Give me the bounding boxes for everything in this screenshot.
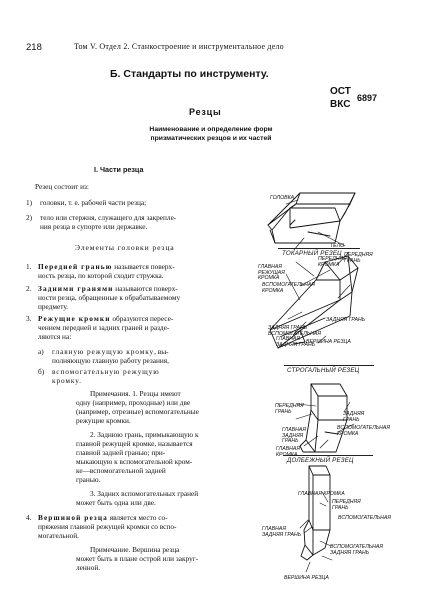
lathe-label-tip: ВЕРШИНА РЕЗЦА	[306, 339, 351, 345]
subitem-a-term: главную режущую кромку	[52, 347, 155, 356]
planer-label-front-face: ПЕРЕДНЯЯ ГРАНЬ	[275, 403, 304, 415]
slotting-label-main-rear-face: ГЛАВНАЯ ЗАДНЯЯ ГРАНЬ	[262, 526, 302, 538]
item-3-line-3: ляются на:	[38, 332, 72, 341]
item-2-line-3: предмету.	[38, 302, 69, 311]
list1-line-2b: ния резца в супорте или державке.	[40, 222, 148, 231]
subitem-b-num: б)	[38, 367, 45, 376]
list1-num-2: 2)	[26, 213, 33, 222]
lathe-label-aux-rear-face: ЗАДНЯЯ ГРАНЬ ВСПОМОГАТЕЛЬНАЯ	[268, 325, 321, 337]
item-4-line-2: пряжения главной режущей кромки со вспо-	[38, 522, 177, 531]
slotting-caption: ДОЛБЕЖНЫЙ РЕЗЕЦ	[287, 457, 354, 464]
lathe-label-rear-face: ЗАДНЯЯ ГРАНЬ	[326, 317, 366, 323]
note-2-line-3: главной задней гранью; при-	[76, 448, 166, 457]
note-3-line-1: 3. Задних вспомогательных граней	[90, 489, 199, 498]
item-1-num: 1.	[26, 262, 32, 271]
subitem-a-line-2: полняющую главную работу резания,	[52, 356, 169, 365]
item-3-num: 3.	[26, 314, 32, 323]
standard-code-top: ОСТ	[330, 86, 351, 97]
note-2-line-6: гранью.	[76, 475, 101, 484]
item-2-line-2: ности резца, обращенные к обрабатываемому	[38, 293, 181, 302]
note-2-line-4: мыкающую к вспомогательной кром-	[76, 457, 193, 466]
slotting-label-tip: ВЕРШИНА РЕЗЦА	[284, 575, 329, 581]
item-2-term: Задними гранями	[38, 284, 114, 293]
note-3-line-2: может быть одна или две.	[76, 498, 156, 507]
note-1-line-3: (например, отрезные) вспомогательные	[76, 407, 199, 416]
part-heading: I. Части резца	[94, 165, 144, 174]
note-1-line-1: Примечания. 1. Резцы имеют	[90, 389, 181, 398]
planer-label-aux-edge: ВСПОМОГАТЕЛЬНАЯ КРОМКА	[337, 425, 390, 437]
elements-heading: Элементы головки резца	[75, 243, 175, 252]
item-2-num: 2.	[26, 284, 32, 293]
lathe-caption-rule	[278, 248, 360, 249]
note-2-line-1: 2. Заднюю грань, примыкающую к	[90, 430, 199, 439]
list1-line-2a: тело или стержня, служащего для закрепле-	[40, 213, 177, 222]
section-title: Б. Стандарты по инструменту.	[110, 68, 269, 80]
subitem-b-line-2: кромку.	[52, 376, 82, 385]
slotting-caption-rule	[283, 455, 373, 456]
final-note-line-3: ленной.	[76, 563, 101, 572]
slotting-label-aux-rear-face: ВСПОМОГАТЕЛЬНАЯ ЗАДНЯЯ ГРАНЬ	[330, 544, 383, 556]
item-3-term: Режущие кромки	[38, 314, 111, 323]
lathe-label-head: ГОЛОВКА	[270, 195, 295, 201]
subtitle-line-2: призматических резцов и их частей	[150, 135, 272, 142]
lathe-label-front-edge: ПЕРЕДНЯЯ КРОМКА	[318, 256, 347, 268]
slotting-label-aux-edge: ВСПОМОГАТЕЛЬНАЯ	[338, 515, 391, 521]
item-4-line-3: могательной.	[38, 531, 79, 540]
note-2-line-2: главной режущей кромке, называется	[76, 439, 193, 448]
article-title: Резцы	[189, 107, 222, 117]
planer-label-main-rear-face: ГЛАВНАЯ ЗАДНЯЯ ГРАНЬ	[282, 427, 306, 445]
slotting-label-main-edge: ГЛАВНАЯ КРОМКА	[298, 491, 345, 497]
lathe-label-aux-edge: ВСПОМОГАТЕЛЬНАЯ КРОМКА	[262, 282, 315, 294]
final-note-line-2: может быть в плане острой или закруг-	[76, 554, 199, 563]
list1-num-1: 1)	[26, 198, 33, 207]
item-1-term: Передней гранью	[38, 262, 113, 271]
subitem-b-term: вспомогательную режущую	[52, 367, 160, 376]
slotting-tool-drawing	[301, 466, 330, 560]
list1-line-1: головки, т. е. рабочей части резца;	[40, 198, 147, 207]
final-note-line-1: Примечание. Вершина резца	[90, 545, 180, 554]
item-1-line-2: ность резца, по которой сходит стружка.	[38, 271, 164, 280]
note-2-line-5: ке—вспомогательной задней	[76, 466, 166, 475]
planer-caption: СТРОГАЛЬНЫЙ РЕЗЕЦ	[287, 367, 360, 374]
item-1-line-1: Передней гранью называется поверх-	[38, 262, 175, 271]
intro-text: Резец состоит из:	[35, 182, 89, 191]
note-1-line-4: режущие кромки.	[76, 416, 131, 425]
item-4-term: Вершиной резца	[38, 513, 108, 522]
subtitle-line-1: Наименование и определение форм	[149, 126, 273, 133]
item-4-num: 4.	[26, 513, 32, 522]
page-number: 218	[26, 42, 42, 53]
lathe-label-body: ТЕЛО	[330, 243, 345, 249]
standard-number: 6897	[357, 93, 378, 103]
lathe-label-main-edge: ГЛАВНАЯ РЕЖУЩАЯ КРОМКА	[258, 264, 285, 282]
item-3-line-1: Режущие кромки образуются пересе-	[38, 314, 174, 323]
item-3-line-2: чением передней и задних граней и разде-	[38, 323, 170, 332]
running-title: Том V. Отдел 2. Станкостроение и инструментальное дело	[74, 42, 284, 51]
planer-label-rear-face: ЗАДНЯЯ ГРАНЬ	[343, 411, 365, 423]
lathe-caption: ТОКАРНЫЙ РЕЗЕЦ	[282, 250, 342, 257]
planer-label-main-edge: ГЛАВНАЯ КРОМКА	[276, 446, 300, 458]
slotting-label-front-face: ПЕРЕДНЯЯ ГРАНЬ	[332, 499, 361, 511]
note-1-line-2: одну (например, проходные) или две	[76, 398, 191, 407]
planer-caption-rule-top	[284, 365, 374, 366]
lathe-label-main-rear-face: ГЛАВНАЯ ЗАДНЯЯ ГРАНЬ	[276, 336, 316, 348]
lathe-label-front-face: ПЕРЕДНЯЯ ГРАНЬ	[344, 252, 373, 264]
subitem-a-line-1: главную режущую кромку, вы-	[52, 347, 169, 356]
subitem-a-num: а)	[38, 347, 44, 356]
item-4-line-1: Вершиной резца является место со-	[38, 513, 168, 522]
standard-code-bottom: ВКС	[330, 99, 351, 110]
item-2-line-1: Задними гранями называются поверх-	[38, 284, 178, 293]
